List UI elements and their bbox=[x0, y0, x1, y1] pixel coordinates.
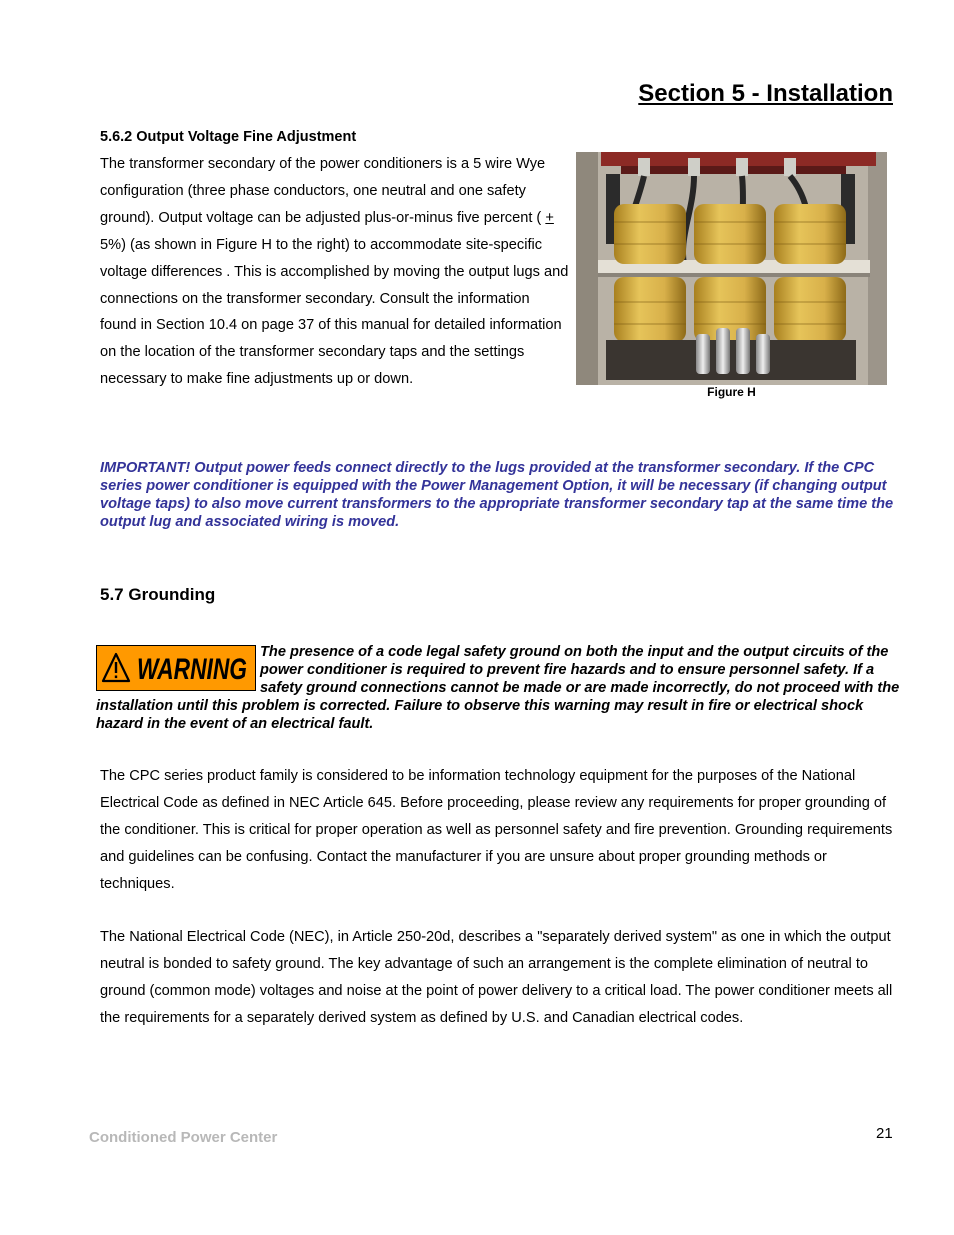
plus-minus-symbol: + bbox=[545, 209, 554, 226]
transformer-photo bbox=[576, 152, 887, 385]
paragraph-text-start: The transformer secondary of the power conditioners is a 5 wire Wye configuration (three phase conductors, one neutral and one safety ground). Output voltage can be adjusted plus-or-minus five percent ( bbox=[100, 156, 546, 226]
figure-caption: Figure H bbox=[707, 385, 756, 399]
paragraph-text-end: 5%) (as shown in Figure H to the right) to accommodate site-specific voltage differences . This is accomplished by moving the output lugs and connections on the transformer secondary. Consult the information found in Section 10.4 on page 37 of this manual for detailed information on the location of the transformer secondary taps and the settings necessary to make fine adjustments up or down. bbox=[100, 236, 569, 388]
important-note: IMPORTANT! Output power feeds connect directly to the lugs provided at the transformer secondary. If the CPC series power conditioner is equipped with the Power Management Option, it will be necessary (if changing output voltage taps) to also move current transformers to the appropriate transformer secondary tap at the same time the output lug and associated wiring is moved. bbox=[100, 460, 894, 530]
warning-block bbox=[96, 643, 904, 733]
section-title: Section 5 - Installation bbox=[638, 80, 893, 107]
warning-badge bbox=[96, 645, 256, 691]
grounding-paragraph-separately-derived: The National Electrical Code (NEC), in Article 250-20d, describes a "separately derived system" as one in which the output neutral is bonded to safety ground. The key advantage of such an arrangement is the complete elimination of neutral to ground (common mode) voltages and noise at the point of power delivery to a critical load. The power conditioner meets all the requirements for a separately derived system as defined by U.S. and Canadian electrical codes. bbox=[100, 929, 893, 1026]
grounding-paragraph-nec-645: The CPC series product family is considered to be information technology equipment for the purposes of the National Electrical Code as defined in NEC Article 645. Before proceeding, please review any requirements for proper grounding of the conditioner. This is critical for proper operation as well as personnel safety and fire prevention. Grounding requirements and guidelines can be confusing. Contact the manufacturer if you are unsure about proper grounding methods or techniques. bbox=[100, 768, 893, 892]
footer-title: Conditioned Power Center bbox=[89, 1129, 278, 1146]
output-voltage-paragraph bbox=[100, 151, 570, 393]
grounding-heading: 5.7 Grounding bbox=[100, 585, 216, 604]
warning-label: WARNING bbox=[137, 653, 247, 686]
subsection-heading-output-voltage: 5.6.2 Output Voltage Fine Adjustment bbox=[100, 129, 357, 145]
page-number: 21 bbox=[876, 1125, 893, 1142]
warning-text: The presence of a code legal safety ground on both the input and the output circuits of the power conditioner is required to prevent fire hazards and to ensure personnel safety. If a safety ground connections cannot be made or are made incorrectly, do not proceed with the installation until this problem is corrected. Failure to observe this warning may result in fire or electrical shock hazard in the event of an electrical fault. bbox=[96, 644, 900, 732]
